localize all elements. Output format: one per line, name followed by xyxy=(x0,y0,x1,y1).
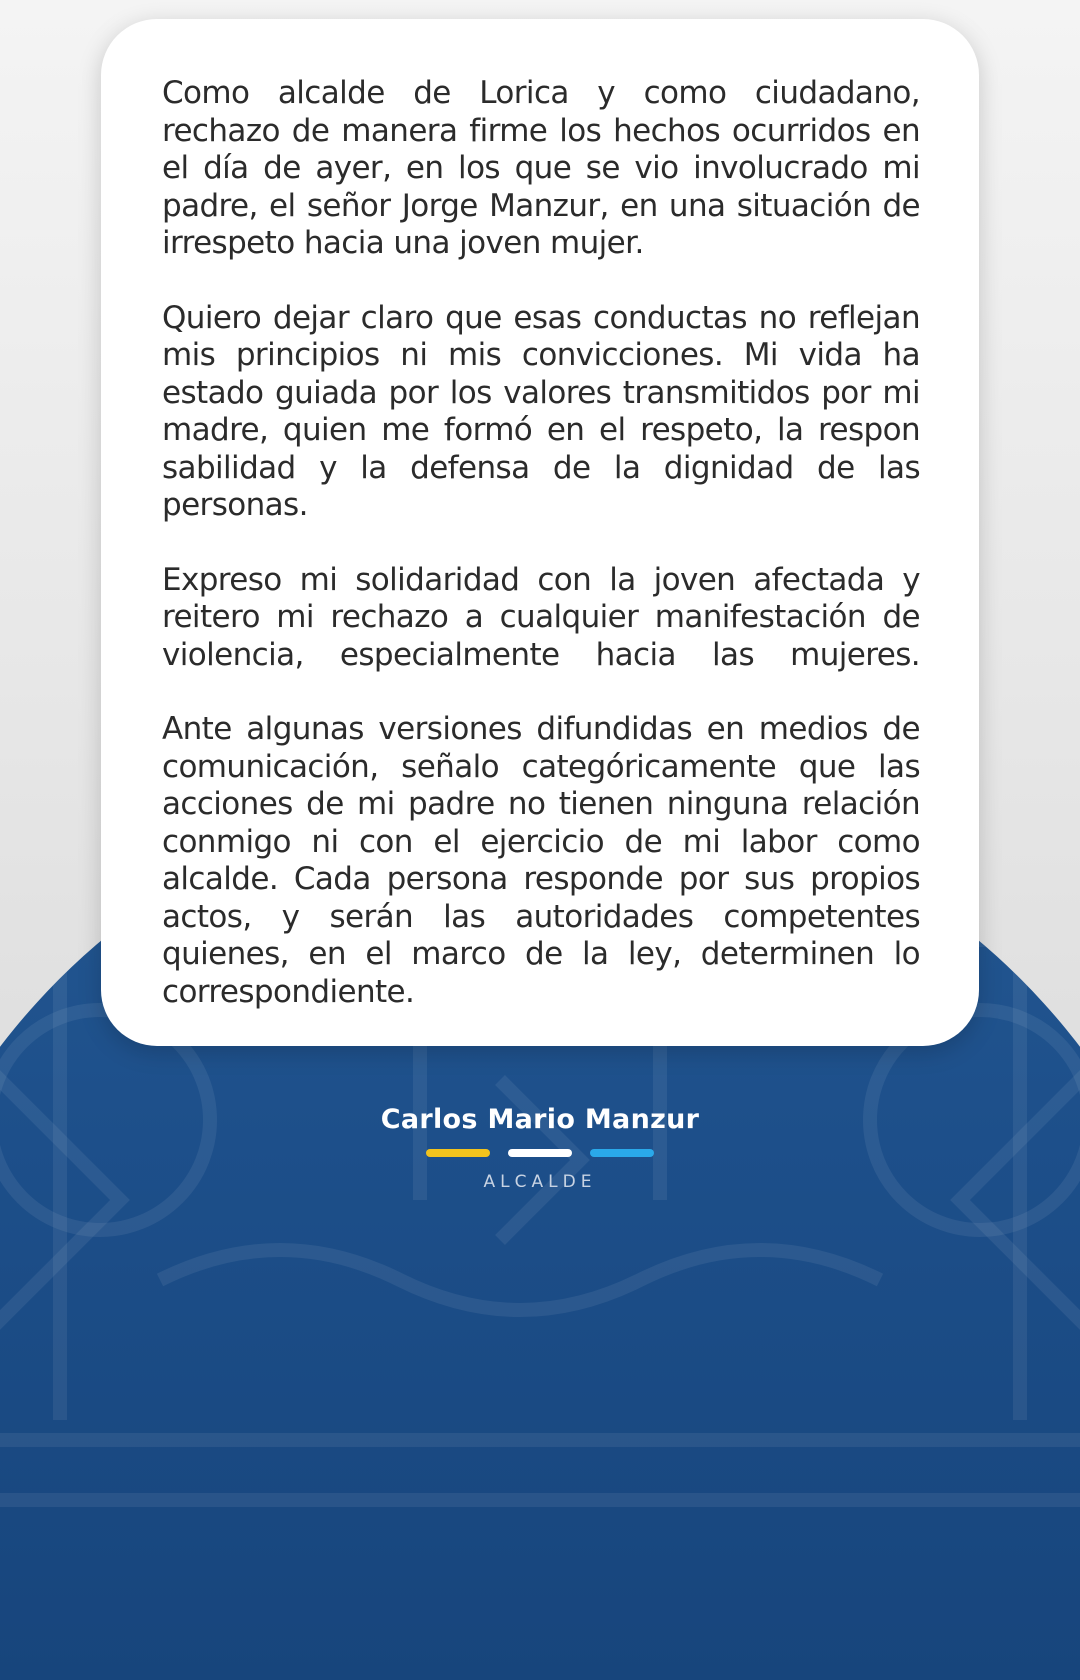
signature-name: Carlos Mario Manzur xyxy=(380,1104,700,1135)
statement-paragraph-1: Como alcalde de Lorica y como ciudadano, rechazo de manera firme los hechos ocurridos en el día de ayer, en los que se vio involucrado mi padre, el señor Jorge Manzur, en una situación de irrespeto hacia una joven mujer. xyxy=(162,75,920,261)
signature-block xyxy=(0,1104,1080,1192)
signature-role: ALCALDE xyxy=(483,1172,597,1192)
statement-paragraph-2: Quiero dejar claro que esas conductas no reflejan mis principios ni mis convicciones. Mi vida ha estado guiada por los valores transmitidos por mi madre, quien me formó en el respeto, la respon sabilidad y la defensa de la dignidad de las personas. xyxy=(162,299,920,523)
statement-paragraph-3: Expreso mi solidaridad con la joven afectada y reitero mi rechazo a cualquier manifestación de violencia, especialmente hacia las mujeres. xyxy=(162,561,920,673)
statement-card xyxy=(101,19,979,1046)
white-bar xyxy=(508,1149,572,1157)
yellow-bar xyxy=(426,1149,490,1157)
color-bars xyxy=(0,1149,1080,1157)
statement-paragraph-4: Ante algunas versiones difundidas en medios de comunicación, señalo categóricamente que las acciones de mi padre no tienen ninguna relación conmigo ni con el ejercicio de mi labor como alcalde. Cada persona responde por sus propios actos, y serán las autoridades competentes quienes, en el marco de la ley, determinen lo correspondiente. xyxy=(162,711,920,1010)
cyan-bar xyxy=(590,1149,654,1157)
